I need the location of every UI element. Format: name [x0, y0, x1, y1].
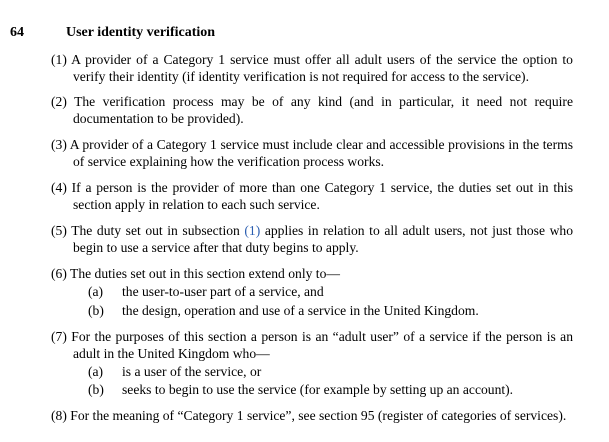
- subsection-1: [51, 51, 573, 85]
- subsection-label: (1): [51, 52, 67, 67]
- section-title: User identity verification: [66, 25, 216, 40]
- subsection-text: If a person is the provider of more than one Category 1 service, the duties set out in this section apply in relation to each such service.: [71, 180, 573, 212]
- subsection-6: [51, 265, 573, 282]
- subsection-1-link[interactable]: (1): [244, 223, 261, 238]
- subsection-label: (3): [51, 137, 67, 152]
- subsection-5: [51, 222, 573, 256]
- paragraph-label: (a): [88, 364, 104, 379]
- subsection-text: For the meaning of “Category 1 service”, see section 95 (register of categories of services).: [70, 408, 567, 423]
- subsection-label: (2): [51, 94, 67, 109]
- subsection-label: (6): [51, 266, 67, 281]
- subsection-3: [51, 136, 573, 170]
- paragraph-text: the user-to-user part of a service, and: [122, 284, 324, 299]
- subsection-text: The verification process may be of any kind (and in particular, it need not require documentation to be provided).: [73, 94, 573, 126]
- section-number: 64: [10, 25, 24, 40]
- subsection-text-after: applies in relation to all adult users, not just those who begin to use a service after that duty begins to apply.: [73, 223, 573, 255]
- paragraph-text: seeks to begin to use the service (for example by setting up an account).: [122, 382, 514, 397]
- subsection-text: For the purposes of this section a person is an “adult user” of a service if the person is an adult in the United Kingdom who—: [71, 329, 574, 361]
- subsection-7: [51, 328, 573, 362]
- paragraph-label: (a): [88, 284, 104, 299]
- paragraph-label: (b): [88, 303, 104, 318]
- subsection-label: (4): [51, 180, 67, 195]
- paragraph-label: (b): [88, 382, 104, 397]
- subsection-text: The duties set out in this section extend only to—: [70, 266, 340, 281]
- paragraph-text: the design, operation and use of a service in the United Kingdom.: [122, 303, 479, 318]
- subsection-text: A provider of a Category 1 service must offer all adult users of the service the option to verify their identity (if identity verification is not required for access to the service).: [71, 52, 573, 84]
- subsection-text-before: The duty set out in subsection: [71, 223, 245, 238]
- subsection-label: (8): [51, 408, 67, 423]
- subsection-label: (5): [51, 223, 67, 238]
- subsection-text: A provider of a Category 1 service must include clear and accessible provisions in the terms of service explaining how the verification process works.: [69, 137, 573, 169]
- subsection-label: (7): [51, 329, 67, 344]
- paragraph-text: is a user of the service, or: [122, 364, 262, 379]
- subsection-8: [51, 407, 573, 424]
- subsection-2: [51, 93, 573, 127]
- subsection-4: [51, 179, 573, 213]
